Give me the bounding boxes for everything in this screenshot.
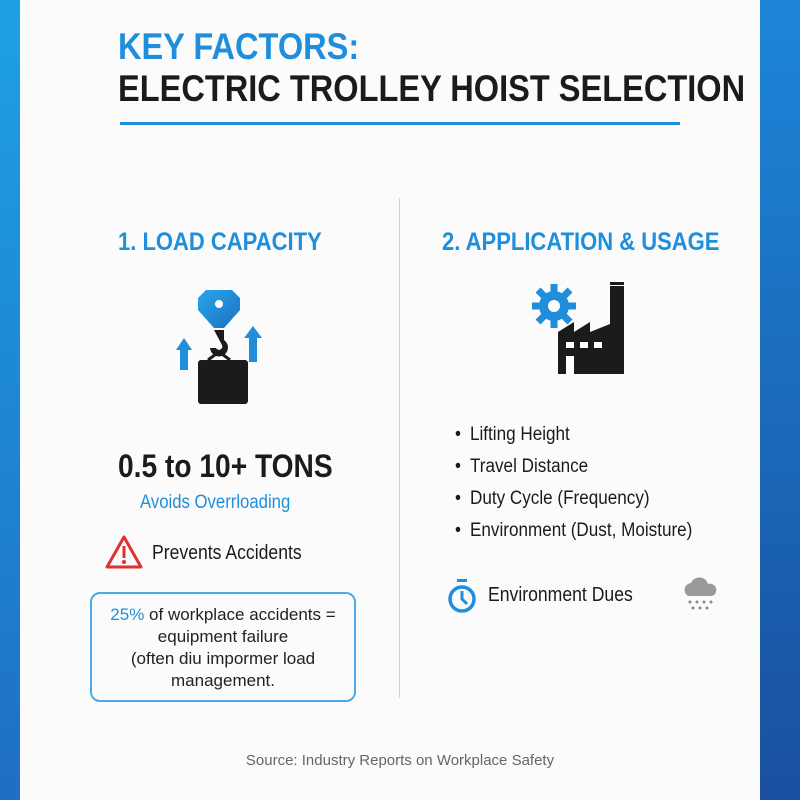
left-edge-band <box>0 0 20 800</box>
avoids-overloading-text: Avoids Overrloading <box>140 492 291 513</box>
environment-dues-text: Environment Dues <box>488 584 633 606</box>
stat-line-1: of workplace accidents = <box>144 605 336 624</box>
usage-factor-list <box>455 424 719 552</box>
list-item: • Travel Distance <box>455 456 692 488</box>
list-item: • Lifting Height <box>455 424 692 456</box>
rain-cloud-icon <box>680 574 720 614</box>
list-item: • Duty Cycle (Frequency) <box>455 488 692 520</box>
stopwatch-icon <box>446 578 478 614</box>
stat-percent: 25% <box>110 605 145 624</box>
capacity-range: 0.5 to 10+ TONS <box>118 448 333 484</box>
warning-icon <box>104 534 144 570</box>
list-item: • Environment (Dust, Moisture) <box>455 520 692 552</box>
stat-line-2: equipment failure <box>157 627 289 646</box>
prevents-accidents-text: Prevents Accidents <box>152 542 302 564</box>
column-divider <box>399 198 400 698</box>
stat-line-3: (often diu impormer load <box>130 649 316 668</box>
title-underline <box>120 122 680 125</box>
accident-stat-box <box>90 592 356 702</box>
hoist-hook-icon <box>172 288 268 406</box>
stat-line-4: management. <box>171 671 275 690</box>
title-line-2: ELECTRIC TROLLEY HOIST SELECTION <box>118 68 746 109</box>
source-note: Source: Industry Reports on Workplace Safety <box>245 752 555 769</box>
title-line-1: KEY FACTORS: <box>118 26 360 67</box>
application-usage-heading: 2. APPLICATION & USAGE <box>442 228 720 256</box>
gear-factory-icon <box>530 282 634 374</box>
load-capacity-heading: 1. LOAD CAPACITY <box>118 228 322 256</box>
right-edge-band <box>760 0 800 800</box>
